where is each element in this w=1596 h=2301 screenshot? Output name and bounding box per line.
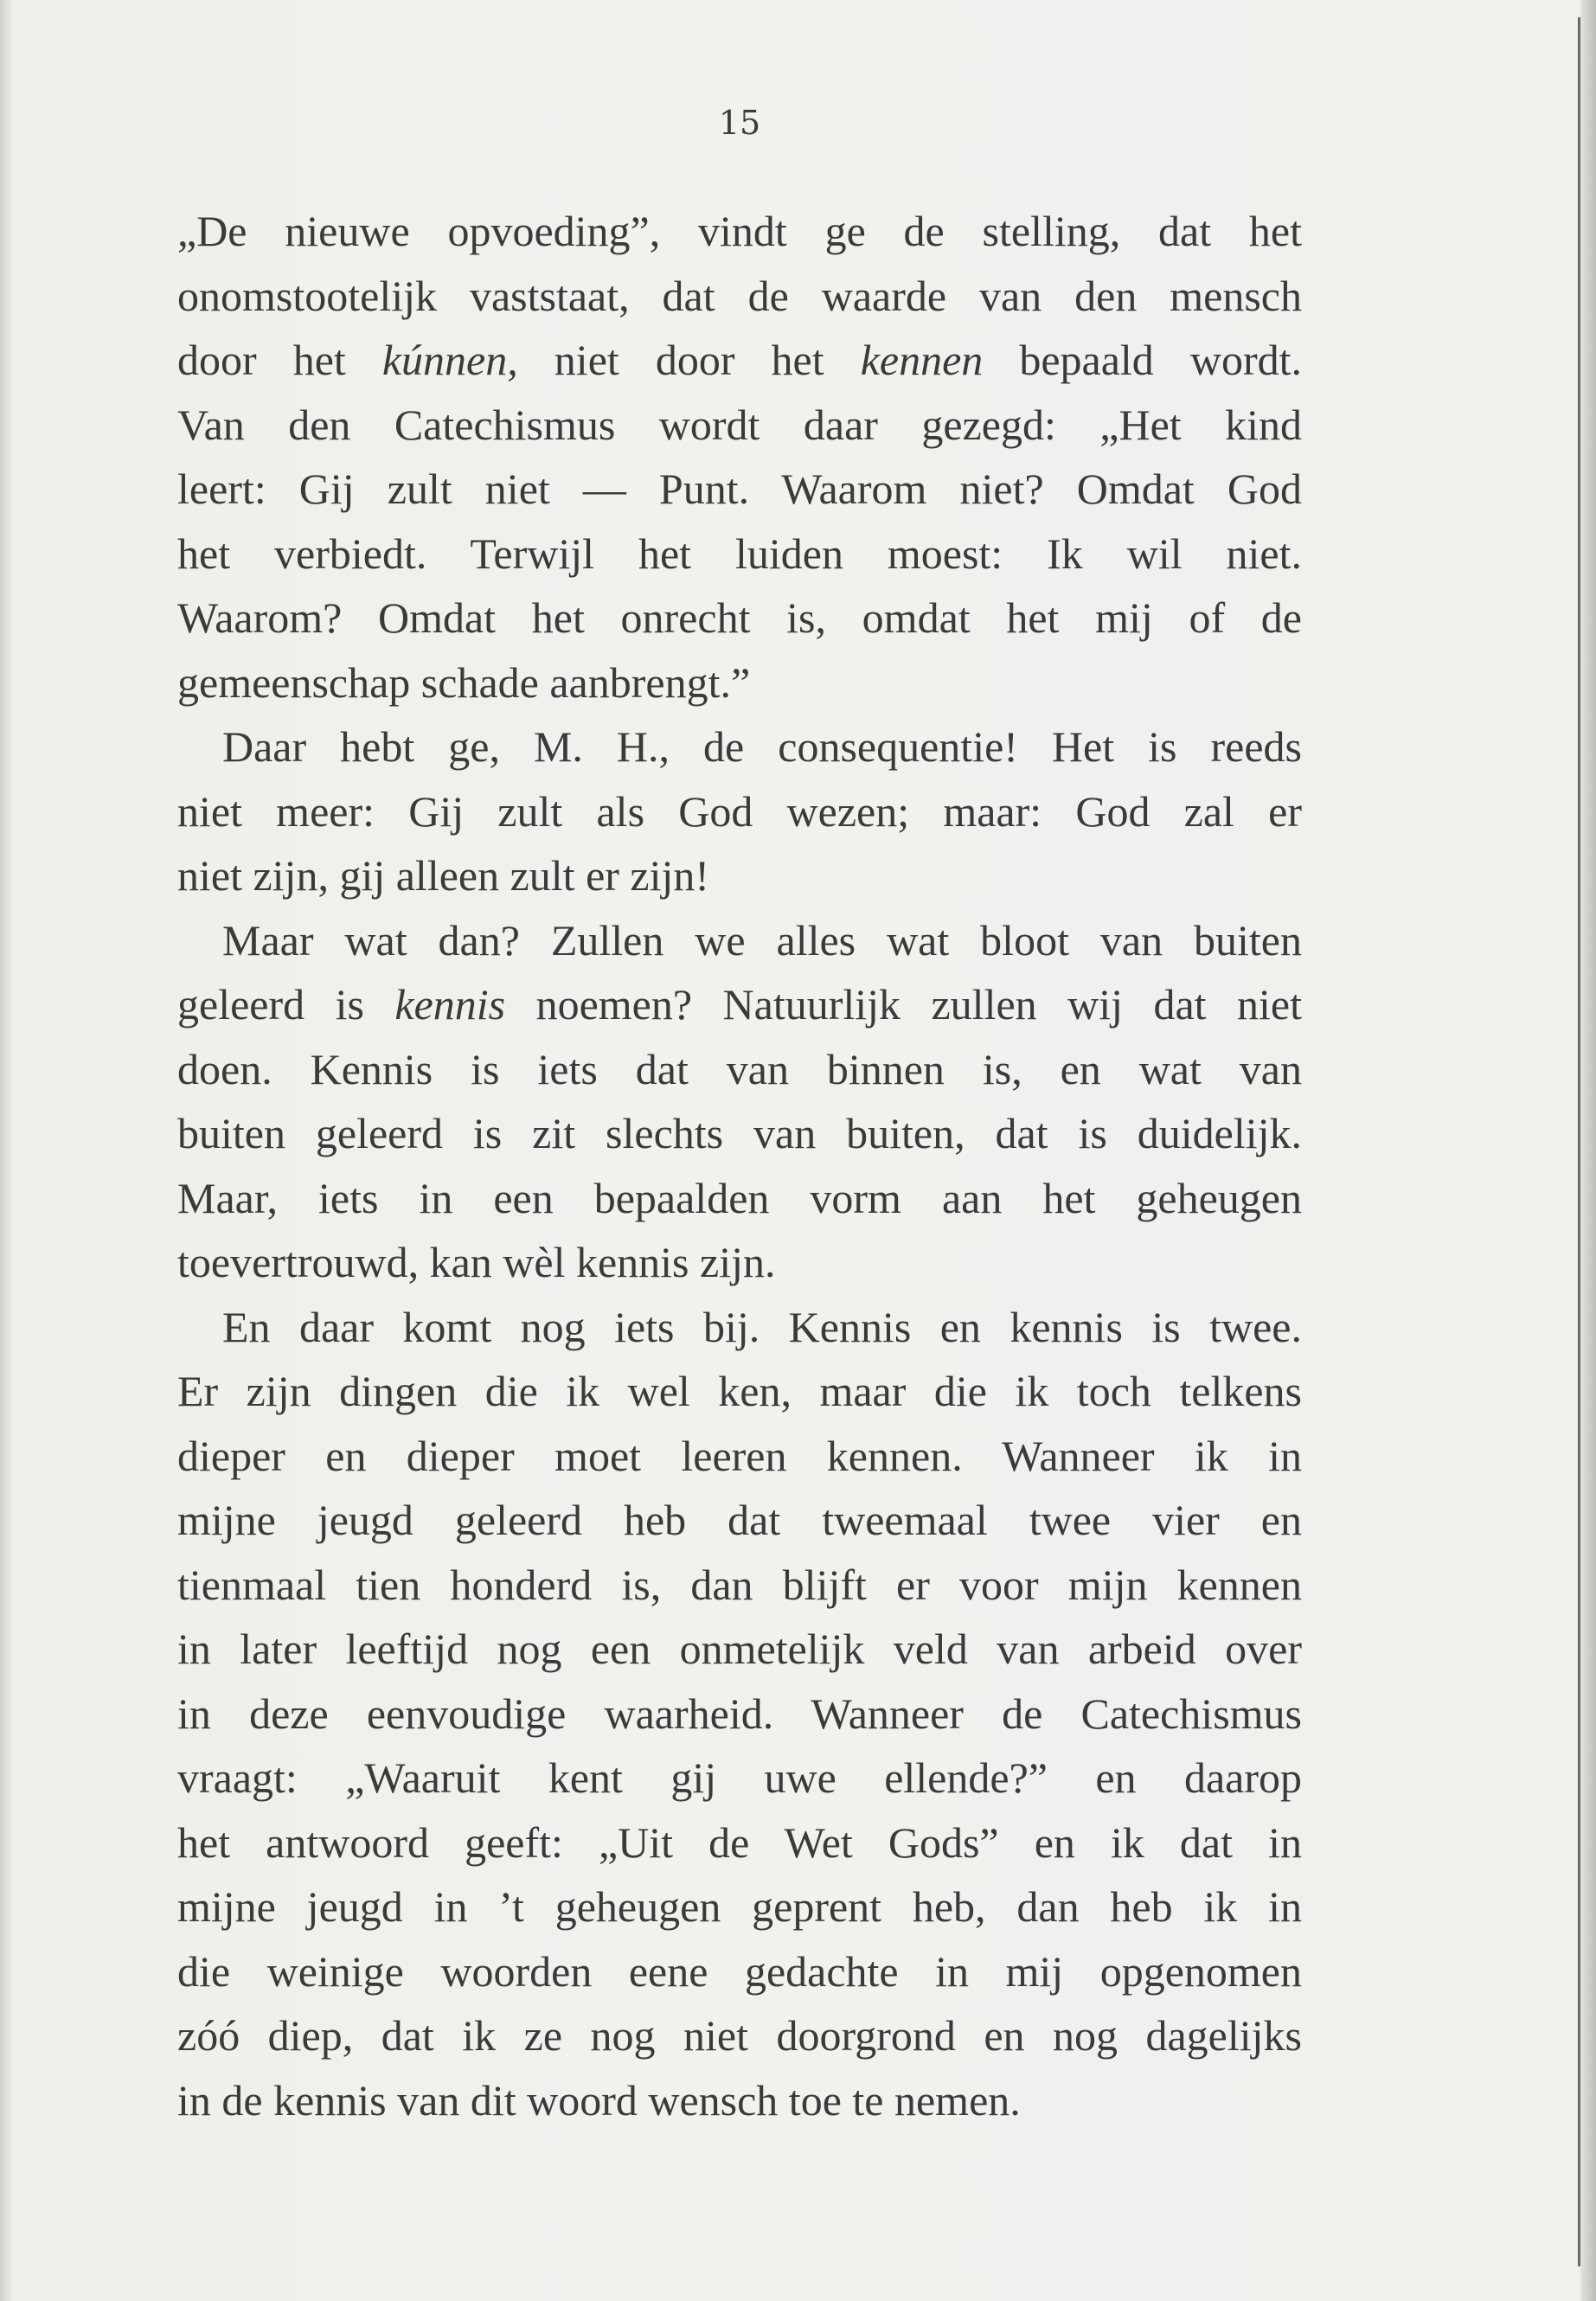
text-line: die weinige woorden eene gedachte in mij opgenomen xyxy=(177,1946,1302,1996)
text-line: Maar, iets in een bepaalden vorm aan het geheugen xyxy=(177,1173,1302,1222)
text-line: Maar wat dan? Zullen we alles wat bloot van buiten xyxy=(222,915,1302,965)
italic-word: kúnnen, xyxy=(381,336,518,384)
text-line: in de kennis van dit woord wensch toe te nemen. xyxy=(177,2075,1021,2125)
text-line: onomstootelijk vaststaat, dat de waarde van den mensch xyxy=(177,271,1302,320)
text-line: niet zijn, gij alleen zult er zijn! xyxy=(177,851,710,900)
text-line: mijne jeugd in ’t geheugen geprent heb, dan heb ik in xyxy=(177,1882,1302,1931)
text-line: doen. Kennis is iets dat van binnen is, en wat van xyxy=(177,1044,1302,1093)
italic-word: kennis xyxy=(394,980,506,1029)
italic-word: kennen xyxy=(860,336,984,384)
text-line: Er zijn dingen die ik wel ken, maar die ik toch telkens xyxy=(177,1367,1302,1415)
page-left-edge xyxy=(0,0,12,2301)
text-line: het antwoord geeft: „Uit de Wet Gods” en ik dat in xyxy=(177,1817,1302,1867)
body-text xyxy=(177,199,1302,2132)
text-fragment: geleerd is xyxy=(177,980,395,1029)
text-line: in deze eenvoudige waarheid. Wanneer de Catechismus xyxy=(177,1689,1302,1738)
text-line: En daar komt nog iets bij. Kennis en kennis is twee. xyxy=(222,1302,1302,1351)
text-line: tienmaal tien honderd is, dan blijft er voor mijn kennen xyxy=(177,1560,1302,1609)
text-line: vraagt: „Waaruit kent gij uwe ellende?” en daarop xyxy=(177,1753,1302,1802)
text-line: het verbiedt. Terwijl het luiden moest: Ik wil niet. xyxy=(177,529,1302,578)
text-fragment: bepaald wordt. xyxy=(983,336,1302,384)
text-line: leert: Gij zult niet — Punt. Waarom niet? Omdat God xyxy=(177,465,1302,513)
text-line: Daar hebt ge, M. H., de consequentie! Het is reeds xyxy=(222,722,1302,771)
text-fragment: noemen? Natuurlijk zullen wij dat niet xyxy=(505,980,1302,1029)
text-line xyxy=(177,328,1302,393)
text-line: mijne jeugd geleerd heb dat tweemaal twee vier en xyxy=(177,1496,1302,1544)
text-line: dieper en dieper moet leeren kennen. Wanneer ik in xyxy=(177,1431,1302,1480)
text-line: Van den Catechismus wordt daar gezegd: „Het kind xyxy=(177,400,1302,449)
page-number: 15 xyxy=(718,104,761,142)
text-line: niet meer: Gij zult als God wezen; maar: God zal er xyxy=(177,786,1302,836)
text-line: „De nieuwe opvoeding”, vindt ge de stelling, dat het xyxy=(177,207,1302,255)
text-fragment: door het xyxy=(177,336,382,384)
text-line xyxy=(177,972,1302,1037)
text-fragment: niet door het xyxy=(517,336,861,384)
text-line: zóó diep, dat ik ze nog niet doorgrond en nog dagelijks xyxy=(177,2011,1302,2060)
text-line: gemeenschap schade aanbrengt.” xyxy=(177,657,751,707)
text-line: in later leeftijd nog een onmetelijk veld van arbeid over xyxy=(177,1625,1302,1673)
text-line: Waarom? Omdat het onrecht is, omdat het mij of de xyxy=(177,593,1302,642)
text-line: toevertrouwd, kan wèl kennis zijn. xyxy=(177,1238,776,1286)
text-line: buiten geleerd is zit slechts van buiten, dat is duidelijk. xyxy=(177,1109,1302,1157)
page-right-edge xyxy=(1580,0,1596,2301)
